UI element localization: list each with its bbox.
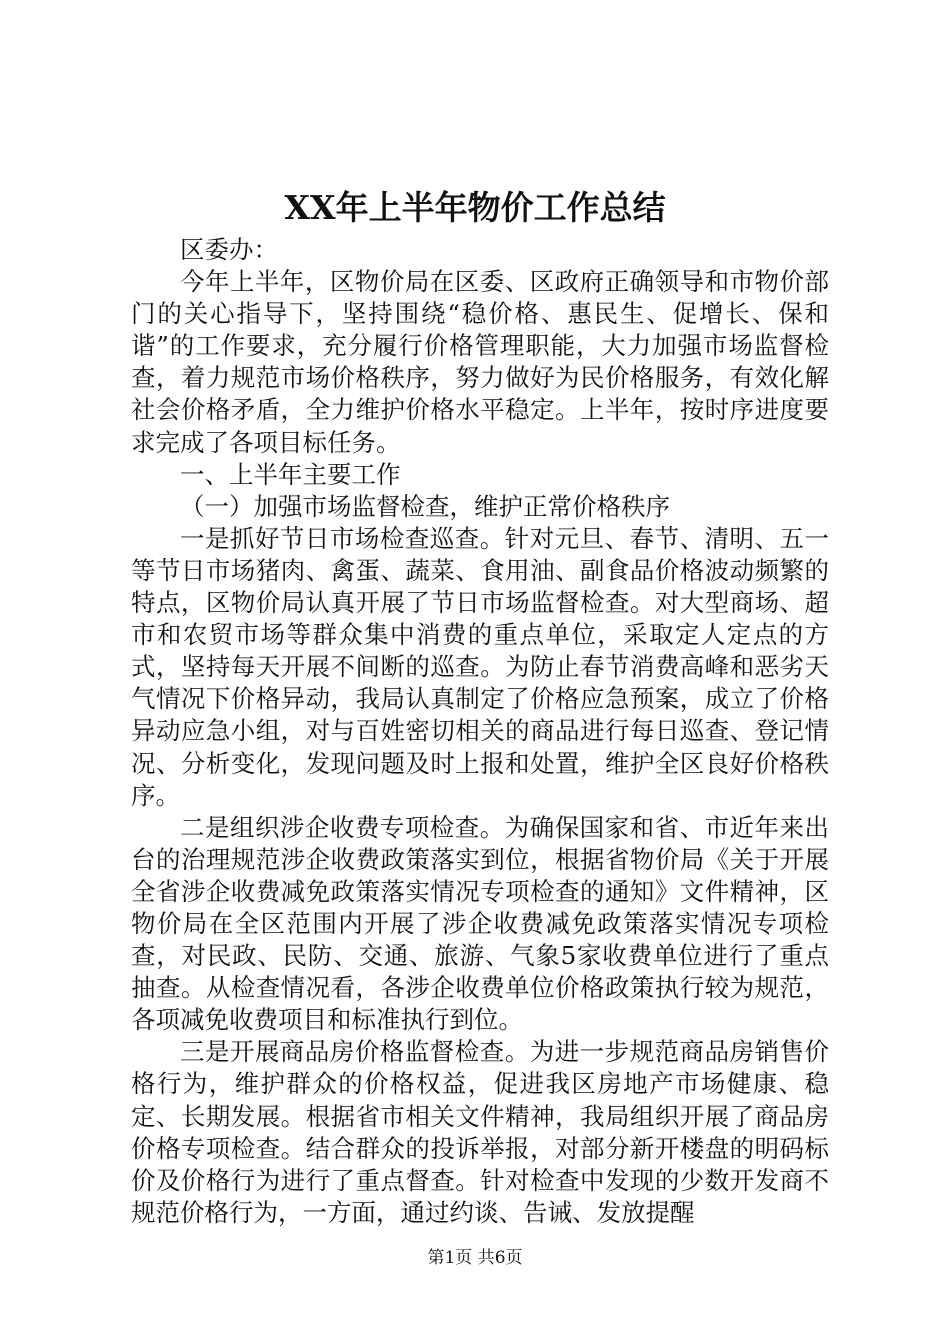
paragraph-holiday-inspection: 一是抓好节日市场检查巡查。针对元旦、春节、清明、五一等节日市场猪肉、禽蛋、蔬菜、食用油、副食品价格波动频繁的特点，区物价局认真开展了节日市场监督检查。对大型商场、超市和农贸市场等群众集中消费的重点单位，采取定人定点的方式，坚持每天开展不间断的巡查。为防止春节消费高峰和恶劣天气情况下价格异动，我局认真制定了价格应急预案，成立了价格异动应急小组，对与百姓密切相关的商品进行每日巡查、登记情况、分析变化，发现问题及时上报和处置，维护全区良好价格秩序。 xyxy=(131,523,829,810)
paragraph-enterprise-fees: 二是组织涉企收费专项检查。为确保国家和省、市近年来出台的治理规范涉企收费政策落实到位，根据省物价局《关于开展全省涉企收费减免政策落实情况专项检查的通知》文件精神，区物价局在全区范围内开展了涉企收费减免政策落实情况专项检查，对民政、民防、交通、旅游、气象5家收费单位进行了重点抽查。从检查情况看，各涉企收费单位价格政策执行较为规范，各项减免收费项目和标准执行到位。 xyxy=(131,812,829,1035)
section-heading: 一、上半年主要工作 xyxy=(180,459,401,489)
paragraph-housing-prices: 三是开展商品房价格监督检查。为进一步规范商品房销售价格行为，维护群众的价格权益，促进我区房地产市场健康、稳定、长期发展。根据省市相关文件精神，我局组织开展了商品房价格专项检查。结合群众的投诉举报，对部分新开楼盘的明码标价及价格行为进行了重点督查。针对检查中发现的少数开发商不规范价格行为，一方面，通过约谈、告诫、发放提醒 xyxy=(131,1037,829,1227)
paragraph-intro: 今年上半年，区物价局在区委、区政府正确领导和市物价部门的关心指导下，坚持围绕“稳价格、惠民生、促增长、保和谐”的工作要求，充分履行价格管理职能，大力加强市场监督检查，着力规范市场价格秩序，努力做好为民价格服务，有效化解社会价格矛盾，全力维护价格水平稳定。上半年，按时序进度要求完成了各项目标任务。 xyxy=(131,267,829,457)
page-number-footer: 第1页 共6页 xyxy=(427,1248,523,1268)
document-body xyxy=(131,234,829,1229)
subsection-heading: （一）加强市场监督检查，维护正常价格秩序 xyxy=(180,491,670,521)
document-title: XX年上半年物价工作总结 xyxy=(284,188,666,227)
addressee-line: 区委办： xyxy=(180,235,278,264)
